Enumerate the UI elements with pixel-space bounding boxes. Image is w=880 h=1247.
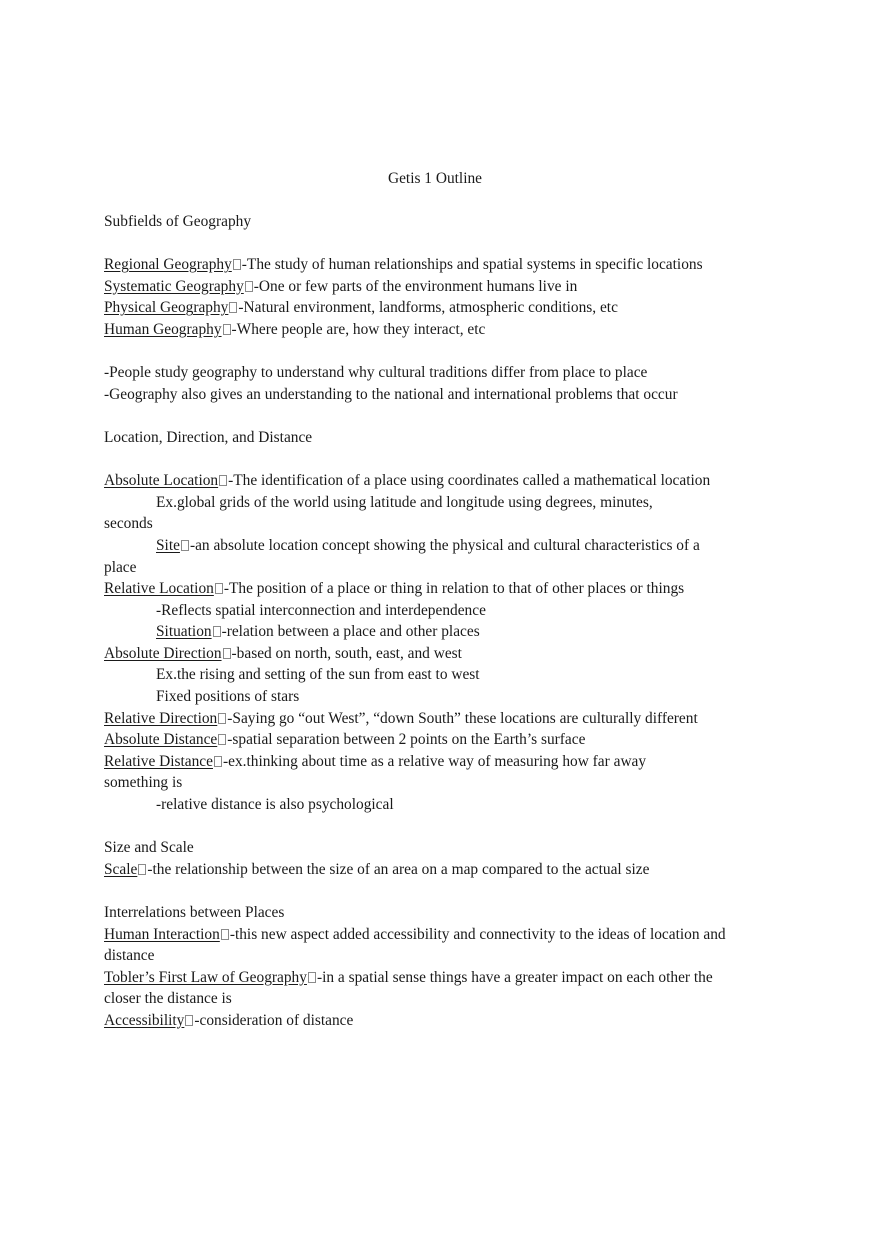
term-description: -The identification of a place using coordinates called a mathematical location	[228, 472, 711, 490]
definition-systematic-geography	[104, 276, 744, 298]
note-psychological-distance: -relative distance is also psychological	[156, 796, 394, 814]
term-description: -Where people are, how they interact, etc	[231, 320, 486, 338]
missing-glyph-icon	[308, 972, 316, 983]
spacer	[104, 449, 744, 471]
term-description: -in a spatial sense things have a greater impact on each other the closer the distance is	[104, 968, 713, 1008]
note-cultural-traditions: -People study geography to understand why cultural traditions differ from place to place	[104, 364, 648, 382]
note-spatial-interconnection: -Reflects spatial interconnection and interdependence	[156, 601, 486, 619]
definition-scale	[104, 859, 744, 881]
definition-human-geography	[104, 319, 744, 341]
term-label: Site	[156, 536, 180, 554]
term-description: -ex.thinking about time as a relative way of measuring how far away something is	[104, 752, 647, 792]
missing-glyph-icon	[214, 756, 222, 767]
term-description: -The study of human relationships and spatial systems in specific locations	[241, 256, 703, 274]
missing-glyph-icon	[233, 259, 241, 270]
term-label: Regional Geography	[104, 256, 232, 274]
term-label: Relative Location	[104, 580, 214, 598]
term-description: -this new aspect added accessibility and connectivity to the ideas of location and distance	[104, 925, 726, 965]
term-description: -an absolute location concept showing the physical and cultural characteristics of a place	[104, 536, 700, 576]
document-body	[104, 211, 744, 1032]
term-label: Human Geography	[104, 320, 222, 338]
section-heading-size-scale: Size and Scale	[104, 839, 194, 857]
section-heading-location: Location, Direction, and Distance	[104, 428, 313, 446]
term-label: Physical Geography	[104, 299, 229, 317]
document-title: Getis 1 Outline	[387, 170, 483, 187]
note-international-problems: -Geography also gives an understanding to the national and international problems that occur	[104, 385, 678, 403]
missing-glyph-icon	[138, 864, 146, 875]
term-description: -The position of a place or thing in relation to that of other places or things	[223, 580, 685, 598]
term-label: Systematic Geography	[104, 277, 244, 295]
term-description: -spatial separation between 2 points on the Earth’s surface	[227, 731, 586, 749]
term-label: Absolute Distance	[104, 731, 218, 749]
definition-absolute-direction	[104, 643, 744, 665]
missing-glyph-icon	[219, 475, 227, 486]
term-label: Absolute Direction	[104, 644, 222, 662]
missing-glyph-icon	[218, 734, 226, 745]
missing-glyph-icon	[223, 324, 231, 335]
missing-glyph-icon	[218, 713, 226, 724]
term-label: Relative Direction	[104, 709, 218, 727]
term-description: -Saying go “out West”, “down South” these locations are culturally different	[227, 709, 698, 727]
definition-human-interaction	[104, 924, 729, 967]
missing-glyph-icon	[223, 648, 231, 659]
term-label: Human Interaction	[104, 925, 220, 943]
term-label: Relative Distance	[104, 752, 213, 770]
definition-toblers-law	[104, 967, 729, 1010]
term-label: Absolute Location	[104, 472, 219, 490]
missing-glyph-icon	[213, 626, 221, 637]
spacer	[104, 233, 744, 255]
term-label: Tobler’s First Law of Geography	[104, 968, 307, 986]
spacer	[104, 880, 744, 902]
example-sun-rising: Ex.the rising and setting of the sun from east to west	[156, 666, 480, 684]
definition-absolute-distance	[104, 729, 744, 751]
term-description: -Natural environment, landforms, atmospheric conditions, etc	[238, 299, 618, 317]
missing-glyph-icon	[229, 302, 237, 313]
term-description: -relation between a place and other places	[221, 623, 480, 641]
definition-regional-geography	[104, 254, 744, 276]
missing-glyph-icon	[185, 1015, 193, 1026]
definition-relative-direction	[104, 708, 744, 730]
missing-glyph-icon	[245, 281, 253, 292]
spacer	[104, 816, 744, 838]
definition-absolute-location	[104, 470, 744, 492]
definition-relative-distance	[104, 751, 679, 794]
term-label: Scale	[104, 860, 138, 878]
term-label: Situation	[156, 623, 212, 641]
definition-situation	[104, 621, 744, 643]
spacer	[104, 405, 744, 427]
term-description: -One or few parts of the environment humans live in	[253, 277, 578, 295]
spacer	[104, 341, 744, 363]
definition-accessibility	[104, 1010, 744, 1032]
definition-physical-geography	[104, 297, 744, 319]
section-heading-interrelations: Interrelations between Places	[104, 904, 285, 921]
missing-glyph-icon	[221, 929, 229, 940]
definition-relative-location	[104, 578, 744, 600]
section-heading-subfields: Subfields of Geography	[104, 213, 252, 230]
definition-site	[104, 535, 729, 578]
term-description: -consideration of distance	[194, 1011, 354, 1029]
term-label: Accessibility	[104, 1011, 185, 1029]
term-description: -based on north, south, east, and west	[231, 644, 462, 662]
missing-glyph-icon	[181, 540, 189, 551]
example-fixed-stars: Fixed positions of stars	[156, 688, 300, 706]
term-description: -the relationship between the size of an area on a map compared to the actual size	[147, 860, 650, 878]
missing-glyph-icon	[215, 583, 223, 594]
example-global-grids: Ex.global grids of the world using latitude and longitude using degrees, minutes, seconds	[104, 493, 653, 533]
